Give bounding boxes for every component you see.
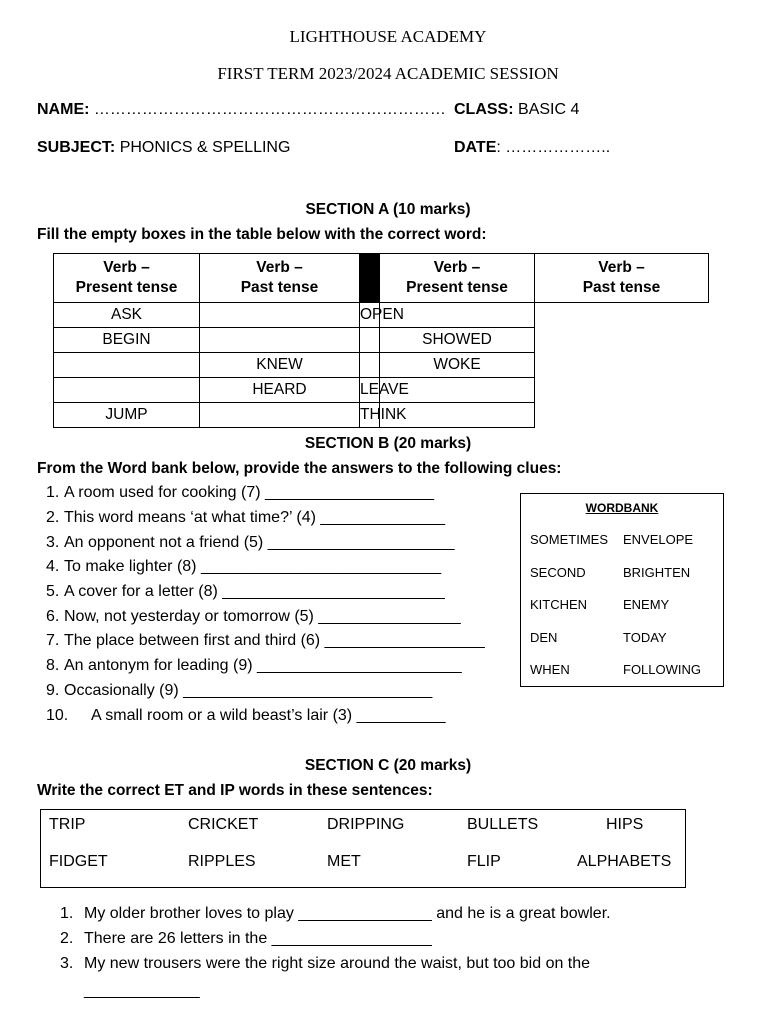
word-item: ALPHABETS (577, 853, 672, 870)
clue-item: 6. Now, not yesterday or tomorrow (5) ________________ (46, 608, 461, 625)
header-present-1: Verb – Present tense (54, 254, 200, 303)
table-divider (360, 254, 380, 303)
word-item: TRIP (49, 816, 86, 833)
clue-item: 7. The place between first and third (6) __________________ (46, 632, 485, 649)
clue-item: 10. A small room or a wild beast’s lair (3) __________ (46, 707, 446, 724)
wordbank-word: BRIGHTEN (623, 565, 691, 580)
clue-item: 4. To make lighter (8) ___________________________ (46, 558, 442, 575)
section-b-instruction: From the Word bank below, provide the answers to the following clues: (37, 460, 562, 477)
wordbank-word: SOMETIMES (530, 532, 609, 547)
word-item: FLIP (467, 853, 501, 870)
wordbank-title: WORDBANK (585, 501, 659, 515)
wordbank-word: TODAY (623, 630, 667, 645)
date-label: DATE (454, 139, 497, 156)
table-row (54, 353, 709, 378)
wordbank-word: DEN (530, 630, 558, 645)
table-cell (54, 353, 200, 378)
wordbank-word: WHEN (530, 662, 570, 677)
sentence-item: 3. My new trousers were the right size around the waist, but too bid on the (60, 955, 591, 972)
word-item: MET (327, 853, 361, 870)
session-title: FIRST TERM 2023/2024 ACADEMIC SESSION (217, 64, 559, 83)
clue-item: 3. An opponent not a friend (5) _____________________ (46, 534, 455, 551)
wordbank-word: ENVELOPE (623, 532, 694, 547)
table-cell (200, 303, 360, 328)
wordbank-word: FOLLOWING (623, 662, 702, 677)
sentence-item: 2. There are 26 letters in the __________________ (60, 930, 432, 947)
section-c-instruction: Write the correct ET and IP words in these sentences: (37, 782, 433, 799)
word-item: BULLETS (467, 816, 539, 833)
name-field (37, 101, 446, 119)
table-cell: SHOWED (380, 328, 535, 353)
table-cell (360, 328, 380, 353)
clue-item: 9. Occasionally (9) ____________________________ (46, 682, 433, 699)
clue-item: 8. An antonym for leading (9) _______________________ (46, 657, 462, 674)
table-cell: KNEW (200, 353, 360, 378)
subject-label: SUBJECT: (37, 139, 116, 156)
clue-item: 5. A cover for a letter (8) _________________________ (46, 583, 445, 600)
verb-tense-table (53, 253, 709, 428)
class-label: CLASS: (454, 101, 514, 118)
header-past-2: Verb – Past tense (535, 254, 709, 303)
section-a-title: SECTION A (10 marks) (305, 201, 471, 218)
header-present-2: Verb – Present tense (380, 254, 535, 303)
table-cell (54, 378, 200, 403)
date-blank: : ……………….. (496, 139, 611, 156)
table-cell (200, 328, 360, 353)
table-cell: THINK (360, 403, 380, 428)
name-label: NAME: (37, 101, 90, 118)
header-past-1: Verb – Past tense (200, 254, 360, 303)
table-row (54, 328, 709, 353)
name-blank: ………………………………………………………… (93, 101, 446, 118)
subject-field (37, 139, 290, 157)
sentence-3-blank: _____________ (84, 982, 200, 999)
et-ip-word-box (40, 809, 686, 888)
table-row (54, 303, 709, 328)
wordbank-word: ENEMY (623, 597, 670, 612)
school-name: LIGHTHOUSE ACADEMY (289, 27, 487, 46)
subject-value: PHONICS & SPELLING (119, 139, 291, 156)
table-cell: BEGIN (54, 328, 200, 353)
section-b-title: SECTION B (20 marks) (304, 435, 472, 452)
clue-item: 1. A room used for cooking (7) ___________________ (46, 484, 435, 501)
section-c-title: SECTION C (20 marks) (304, 757, 472, 774)
table-row (54, 378, 709, 403)
word-item: HIPS (606, 816, 644, 833)
wordbank-word: SECOND (530, 565, 586, 580)
table-cell: ASK (54, 303, 200, 328)
table-cell (360, 353, 380, 378)
table-header-row (54, 254, 709, 303)
table-cell: LEAVE (360, 378, 380, 403)
table-cell: JUMP (54, 403, 200, 428)
sentence-item: 1. My older brother loves to play _______________ and he is a great bowler. (60, 905, 611, 922)
class-field (454, 101, 579, 119)
wordbank-box (520, 493, 724, 687)
table-row (54, 403, 709, 428)
word-item: RIPPLES (188, 853, 256, 870)
clue-item: 2. This word means ‘at what time?’ (4) ______________ (46, 509, 445, 526)
table-cell: HEARD (200, 378, 360, 403)
word-item: FIDGET (49, 853, 108, 870)
section-a-instruction: Fill the empty boxes in the table below with the correct word: (37, 226, 487, 243)
word-item: CRICKET (188, 816, 259, 833)
wordbank-word: KITCHEN (530, 597, 588, 612)
table-cell: WOKE (380, 353, 535, 378)
date-field (454, 139, 610, 157)
table-cell (200, 403, 360, 428)
word-item: DRIPPING (327, 816, 405, 833)
class-value: BASIC 4 (518, 101, 580, 118)
table-cell: OPEN (360, 303, 380, 328)
